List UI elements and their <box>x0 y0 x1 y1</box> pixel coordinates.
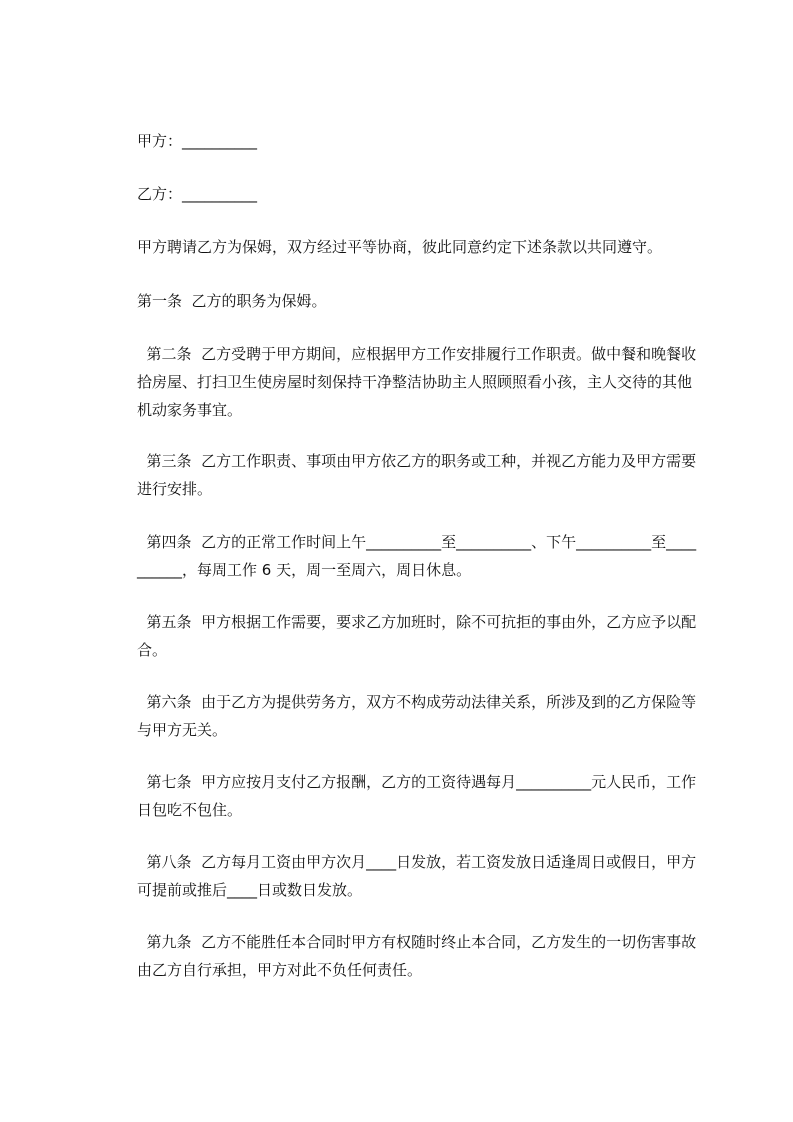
clause-2: 第二条 乙方受聘于甲方期间，应根据甲方工作安排履行工作职责。做中餐和晚餐收拾房屋、打扫卫生使房屋时刻保持干净整洁协助主人照顾照看小孩，主人交待的其他机动家务事宜。 <box>137 345 697 419</box>
clause-3: 第三条 乙方工作职责、事项由甲方依乙方的职务或工种，并视乙方能力及甲方需要进行安排。 <box>137 452 697 498</box>
clause-7: 第七条 甲方应按月支付乙方报酬，乙方的工资待遇每月__________元人民币，工作日包吃不包住。 <box>137 773 697 819</box>
clause-4: 第四条 乙方的正常工作时间上午__________至__________、下午__________至__________，每周工作 6 天，周一至周六，周日休息。 <box>137 533 697 579</box>
clause-1: 第一条 乙方的职务为保姆。 <box>137 292 327 310</box>
intro-paragraph: 甲方聘请乙方为保姆，双方经过平等协商，彼此同意约定下述条款以共同遵守。 <box>137 238 663 256</box>
clause-5: 第五条 甲方根据工作需要，要求乙方加班时，除不可抗拒的事由外，乙方应予以配合。 <box>137 613 697 659</box>
clause-9: 第九条 乙方不能胜任本合同时甲方有权随时终止本合同，乙方发生的一切伤害事故由乙方自行承担，甲方对此不负任何责任。 <box>137 933 697 979</box>
clause-6: 第六条 由于乙方为提供劳务方，双方不构成劳动法律关系，所涉及到的乙方保险等与甲方无关。 <box>137 693 697 739</box>
party-a-line: 甲方：__________ <box>137 132 258 150</box>
clause-8: 第八条 乙方每月工资由甲方次月____日发放，若工资发放日适逢周日或假日，甲方可提前或推后____日或数日发放。 <box>137 853 697 899</box>
party-b-line: 乙方：__________ <box>137 185 258 203</box>
